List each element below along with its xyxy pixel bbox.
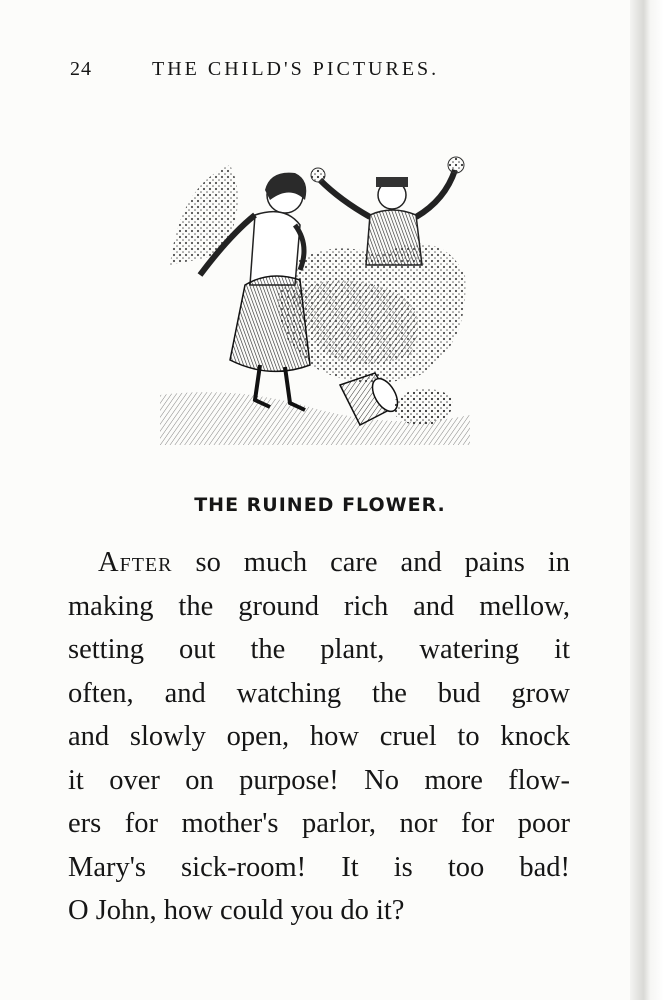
drop-word: After: [98, 547, 173, 578]
text-line: often, and watching the bud grow: [68, 677, 570, 709]
text-line: making the ground rich and mellow,: [68, 590, 570, 622]
engraving-illustration: [160, 145, 480, 450]
running-title: THE CHILD'S PICTURES.: [152, 58, 440, 80]
first-line-rest: so much care and pains in: [172, 547, 570, 578]
page-header: [70, 58, 510, 88]
text-line: setting out the plant, watering it: [68, 634, 570, 665]
text-line: and slowly open, how cruel to knock: [68, 721, 570, 752]
text-line: Mary's sick-room! It is too bad!: [68, 851, 570, 883]
body-paragraph: [68, 541, 570, 933]
illustration-caption: THE RUINED FLOWER.: [194, 494, 446, 516]
text-line: ers for mother's parlor, nor for poor: [68, 808, 570, 839]
text-line: it over on purpose! No more flow-: [68, 764, 570, 796]
text-line: [68, 541, 570, 585]
bushes: [170, 165, 465, 383]
text-line: O John, how could you do it?: [68, 895, 405, 926]
page-number: 24: [70, 58, 92, 80]
